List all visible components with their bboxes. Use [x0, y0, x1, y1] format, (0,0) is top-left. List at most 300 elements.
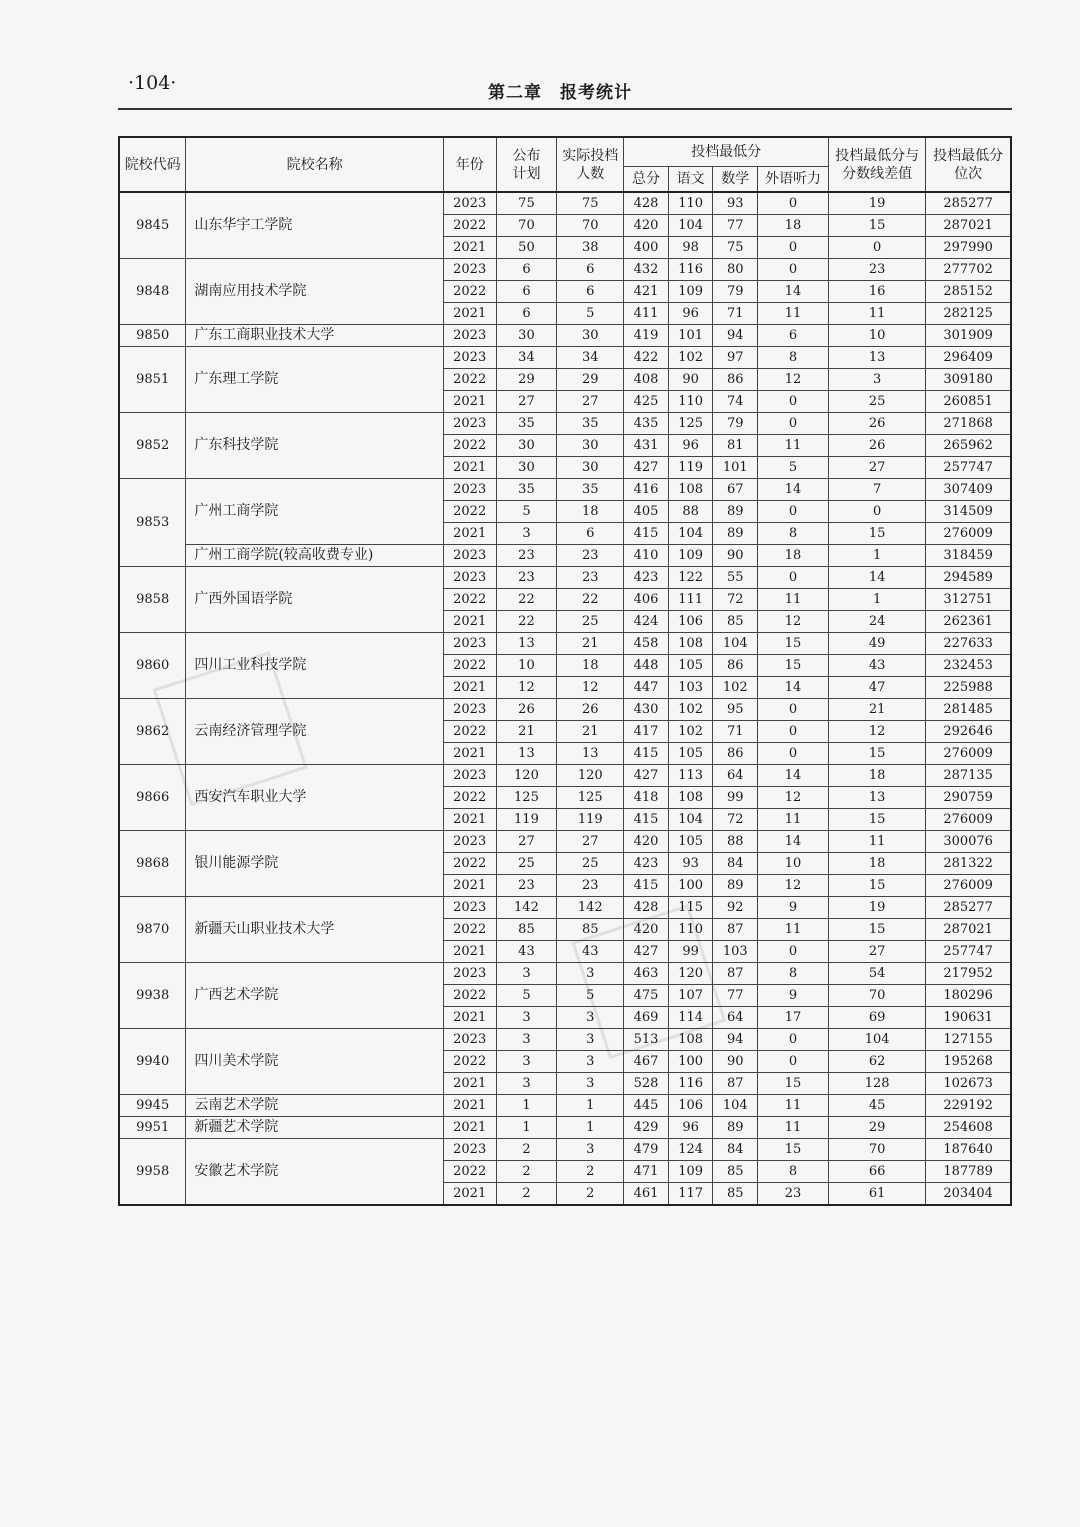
col-plan-header: 公布计划 — [496, 137, 557, 192]
col-name-header: 院校名称 — [186, 137, 443, 192]
cell-total: 424 — [624, 611, 669, 633]
cell-rank: 257747 — [926, 457, 1011, 479]
cell-year: 2021 — [443, 677, 496, 699]
cell-chinese: 125 — [668, 413, 713, 435]
table-row — [119, 347, 1011, 369]
cell-foreign: 0 — [758, 237, 829, 259]
cell-foreign: 15 — [758, 633, 829, 655]
cell-total: 471 — [624, 1161, 669, 1183]
cell-diff: 21 — [828, 699, 925, 721]
cell-total: 423 — [624, 853, 669, 875]
col-min-score-group-header: 投档最低分 — [624, 137, 829, 167]
school-name: 广东工商职业技术大学 — [186, 325, 443, 347]
cell-foreign: 0 — [758, 721, 829, 743]
cell-chinese: 96 — [668, 435, 713, 457]
cell-foreign: 0 — [758, 743, 829, 765]
cell-foreign: 0 — [758, 567, 829, 589]
cell-year: 2023 — [443, 963, 496, 985]
cell-total: 408 — [624, 369, 669, 391]
cell-admitted: 38 — [557, 237, 624, 259]
cell-rank: 285152 — [926, 281, 1011, 303]
school-name: 湖南应用技术学院 — [186, 259, 443, 325]
cell-plan: 13 — [496, 743, 557, 765]
cell-total: 423 — [624, 567, 669, 589]
cell-plan: 3 — [496, 523, 557, 545]
school-name: 四川工业科技学院 — [186, 633, 443, 699]
cell-year: 2022 — [443, 721, 496, 743]
cell-admitted: 18 — [557, 655, 624, 677]
cell-chinese: 106 — [668, 611, 713, 633]
school-name: 四川美术学院 — [186, 1029, 443, 1095]
cell-foreign: 0 — [758, 1051, 829, 1073]
cell-rank: 276009 — [926, 875, 1011, 897]
school-code: 9851 — [119, 347, 186, 413]
school-code: 9951 — [119, 1117, 186, 1139]
cell-year: 2022 — [443, 1051, 496, 1073]
col-total-header: 总分 — [624, 167, 669, 193]
cell-plan: 22 — [496, 611, 557, 633]
cell-admitted: 75 — [557, 192, 624, 215]
table-row — [119, 963, 1011, 985]
cell-year: 2023 — [443, 325, 496, 347]
cell-math: 79 — [713, 281, 758, 303]
cell-foreign: 18 — [758, 215, 829, 237]
cell-diff: 43 — [828, 655, 925, 677]
page-number: ·104· — [128, 72, 177, 94]
school-code: 9958 — [119, 1139, 186, 1206]
cell-diff: 11 — [828, 831, 925, 853]
cell-admitted: 35 — [557, 479, 624, 501]
school-name: 广东科技学院 — [186, 413, 443, 479]
cell-year: 2021 — [443, 457, 496, 479]
cell-total: 427 — [624, 941, 669, 963]
cell-plan: 30 — [496, 435, 557, 457]
cell-chinese: 109 — [668, 545, 713, 567]
cell-year: 2021 — [443, 1095, 496, 1117]
cell-rank: 195268 — [926, 1051, 1011, 1073]
header-rule — [118, 108, 1012, 110]
cell-rank: 296409 — [926, 347, 1011, 369]
cell-foreign: 11 — [758, 919, 829, 941]
cell-chinese: 88 — [668, 501, 713, 523]
cell-math: 97 — [713, 347, 758, 369]
cell-math: 92 — [713, 897, 758, 919]
cell-foreign: 11 — [758, 1095, 829, 1117]
cell-total: 420 — [624, 831, 669, 853]
cell-plan: 3 — [496, 1007, 557, 1029]
cell-foreign: 11 — [758, 1117, 829, 1139]
cell-chinese: 110 — [668, 192, 713, 215]
cell-plan: 13 — [496, 633, 557, 655]
cell-plan: 6 — [496, 281, 557, 303]
cell-plan: 43 — [496, 941, 557, 963]
cell-math: 86 — [713, 743, 758, 765]
school-code: 9860 — [119, 633, 186, 699]
cell-chinese: 111 — [668, 589, 713, 611]
cell-chinese: 108 — [668, 633, 713, 655]
cell-diff: 45 — [828, 1095, 925, 1117]
cell-rank: 262361 — [926, 611, 1011, 633]
cell-chinese: 124 — [668, 1139, 713, 1161]
cell-diff: 29 — [828, 1117, 925, 1139]
cell-diff: 12 — [828, 721, 925, 743]
school-code: 9870 — [119, 897, 186, 963]
cell-rank: 287021 — [926, 919, 1011, 941]
cell-year: 2022 — [443, 435, 496, 457]
cell-foreign: 0 — [758, 501, 829, 523]
cell-math: 102 — [713, 677, 758, 699]
cell-math: 90 — [713, 545, 758, 567]
col-diff-header: 投档最低分与分数线差值 — [828, 137, 925, 192]
cell-chinese: 115 — [668, 897, 713, 919]
cell-total: 425 — [624, 391, 669, 413]
cell-math: 55 — [713, 567, 758, 589]
cell-foreign: 9 — [758, 897, 829, 919]
cell-diff: 15 — [828, 809, 925, 831]
cell-rank: 229192 — [926, 1095, 1011, 1117]
cell-plan: 3 — [496, 1051, 557, 1073]
cell-chinese: 90 — [668, 369, 713, 391]
cell-admitted: 5 — [557, 303, 624, 325]
cell-admitted: 85 — [557, 919, 624, 941]
cell-admitted: 3 — [557, 1007, 624, 1029]
cell-diff: 70 — [828, 1139, 925, 1161]
cell-foreign: 5 — [758, 457, 829, 479]
cell-foreign: 14 — [758, 479, 829, 501]
cell-plan: 70 — [496, 215, 557, 237]
cell-year: 2021 — [443, 611, 496, 633]
cell-total: 422 — [624, 347, 669, 369]
cell-math: 89 — [713, 875, 758, 897]
cell-chinese: 117 — [668, 1183, 713, 1206]
table-row — [119, 325, 1011, 347]
cell-total: 475 — [624, 985, 669, 1007]
cell-foreign: 8 — [758, 347, 829, 369]
cell-total: 447 — [624, 677, 669, 699]
cell-total: 400 — [624, 237, 669, 259]
cell-admitted: 3 — [557, 963, 624, 985]
cell-admitted: 23 — [557, 567, 624, 589]
cell-admitted: 25 — [557, 853, 624, 875]
cell-rank: 285277 — [926, 192, 1011, 215]
admission-stats-table — [118, 136, 1012, 1206]
cell-foreign: 0 — [758, 192, 829, 215]
cell-admitted: 2 — [557, 1183, 624, 1206]
cell-rank: 312751 — [926, 589, 1011, 611]
table-row — [119, 479, 1011, 501]
cell-plan: 5 — [496, 501, 557, 523]
cell-total: 528 — [624, 1073, 669, 1095]
cell-total: 448 — [624, 655, 669, 677]
cell-math: 79 — [713, 413, 758, 435]
cell-math: 84 — [713, 853, 758, 875]
cell-total: 467 — [624, 1051, 669, 1073]
cell-rank: 254608 — [926, 1117, 1011, 1139]
cell-chinese: 102 — [668, 721, 713, 743]
cell-diff: 24 — [828, 611, 925, 633]
cell-math: 93 — [713, 192, 758, 215]
cell-year: 2021 — [443, 1007, 496, 1029]
cell-diff: 15 — [828, 875, 925, 897]
cell-foreign: 0 — [758, 699, 829, 721]
cell-rank: 187640 — [926, 1139, 1011, 1161]
cell-math: 71 — [713, 721, 758, 743]
school-name: 西安汽车职业大学 — [186, 765, 443, 831]
cell-chinese: 100 — [668, 1051, 713, 1073]
cell-year: 2023 — [443, 347, 496, 369]
cell-total: 405 — [624, 501, 669, 523]
cell-chinese: 108 — [668, 787, 713, 809]
school-name: 新疆天山职业技术大学 — [186, 897, 443, 963]
cell-total: 479 — [624, 1139, 669, 1161]
cell-year: 2023 — [443, 259, 496, 281]
cell-total: 415 — [624, 809, 669, 831]
cell-foreign: 18 — [758, 545, 829, 567]
cell-diff: 69 — [828, 1007, 925, 1029]
cell-year: 2023 — [443, 1139, 496, 1161]
cell-year: 2023 — [443, 765, 496, 787]
cell-year: 2022 — [443, 589, 496, 611]
cell-plan: 10 — [496, 655, 557, 677]
cell-plan: 5 — [496, 985, 557, 1007]
cell-diff: 54 — [828, 963, 925, 985]
cell-math: 75 — [713, 237, 758, 259]
cell-rank: 276009 — [926, 809, 1011, 831]
cell-chinese: 113 — [668, 765, 713, 787]
cell-year: 2022 — [443, 1161, 496, 1183]
cell-rank: 300076 — [926, 831, 1011, 853]
cell-rank: 257747 — [926, 941, 1011, 963]
cell-year: 2023 — [443, 479, 496, 501]
cell-rank: 190631 — [926, 1007, 1011, 1029]
cell-admitted: 70 — [557, 215, 624, 237]
cell-math: 74 — [713, 391, 758, 413]
cell-year: 2023 — [443, 413, 496, 435]
cell-plan: 2 — [496, 1161, 557, 1183]
cell-admitted: 22 — [557, 589, 624, 611]
cell-foreign: 0 — [758, 413, 829, 435]
cell-admitted: 30 — [557, 457, 624, 479]
table-row — [119, 897, 1011, 919]
cell-math: 104 — [713, 1095, 758, 1117]
cell-year: 2021 — [443, 941, 496, 963]
cell-plan: 6 — [496, 259, 557, 281]
cell-math: 87 — [713, 1073, 758, 1095]
cell-admitted: 142 — [557, 897, 624, 919]
cell-year: 2021 — [443, 875, 496, 897]
cell-chinese: 110 — [668, 919, 713, 941]
cell-diff: 1 — [828, 545, 925, 567]
cell-math: 77 — [713, 215, 758, 237]
cell-foreign: 12 — [758, 611, 829, 633]
school-code: 9940 — [119, 1029, 186, 1095]
cell-year: 2022 — [443, 281, 496, 303]
cell-foreign: 15 — [758, 1073, 829, 1095]
cell-rank: 180296 — [926, 985, 1011, 1007]
cell-diff: 19 — [828, 192, 925, 215]
cell-diff: 16 — [828, 281, 925, 303]
cell-plan: 23 — [496, 545, 557, 567]
cell-admitted: 120 — [557, 765, 624, 787]
cell-total: 427 — [624, 457, 669, 479]
cell-year: 2023 — [443, 633, 496, 655]
cell-plan: 142 — [496, 897, 557, 919]
cell-math: 87 — [713, 963, 758, 985]
cell-plan: 119 — [496, 809, 557, 831]
cell-plan: 3 — [496, 1029, 557, 1051]
cell-rank: 127155 — [926, 1029, 1011, 1051]
cell-chinese: 109 — [668, 281, 713, 303]
cell-math: 85 — [713, 1183, 758, 1206]
school-subname: 广州工商学院(较高收费专业) — [186, 545, 443, 567]
cell-year: 2021 — [443, 523, 496, 545]
school-name: 云南经济管理学院 — [186, 699, 443, 765]
cell-admitted: 30 — [557, 325, 624, 347]
cell-diff: 15 — [828, 215, 925, 237]
cell-admitted: 26 — [557, 699, 624, 721]
cell-chinese: 104 — [668, 523, 713, 545]
cell-total: 513 — [624, 1029, 669, 1051]
cell-chinese: 105 — [668, 831, 713, 853]
cell-rank: 217952 — [926, 963, 1011, 985]
cell-chinese: 104 — [668, 215, 713, 237]
table-row — [119, 259, 1011, 281]
chapter-title: 第二章 报考统计 — [488, 83, 632, 103]
cell-admitted: 6 — [557, 259, 624, 281]
cell-rank: 282125 — [926, 303, 1011, 325]
school-code: 9845 — [119, 192, 186, 259]
cell-year: 2021 — [443, 237, 496, 259]
cell-math: 99 — [713, 787, 758, 809]
cell-chinese: 103 — [668, 677, 713, 699]
cell-diff: 62 — [828, 1051, 925, 1073]
table-row — [119, 413, 1011, 435]
cell-total: 416 — [624, 479, 669, 501]
cell-plan: 125 — [496, 787, 557, 809]
cell-total: 429 — [624, 1117, 669, 1139]
table-row — [119, 1117, 1011, 1139]
cell-diff: 27 — [828, 941, 925, 963]
cell-year: 2022 — [443, 215, 496, 237]
cell-admitted: 1 — [557, 1117, 624, 1139]
cell-plan: 120 — [496, 765, 557, 787]
cell-diff: 0 — [828, 237, 925, 259]
cell-plan: 29 — [496, 369, 557, 391]
cell-chinese: 107 — [668, 985, 713, 1007]
cell-chinese: 100 — [668, 875, 713, 897]
cell-math: 88 — [713, 831, 758, 853]
cell-plan: 25 — [496, 853, 557, 875]
table-row — [119, 192, 1011, 215]
cell-foreign: 12 — [758, 875, 829, 897]
cell-chinese: 102 — [668, 699, 713, 721]
cell-chinese: 105 — [668, 655, 713, 677]
cell-plan: 3 — [496, 963, 557, 985]
cell-chinese: 120 — [668, 963, 713, 985]
cell-math: 90 — [713, 1051, 758, 1073]
cell-rank: 265962 — [926, 435, 1011, 457]
cell-diff: 13 — [828, 347, 925, 369]
cell-diff: 25 — [828, 391, 925, 413]
school-name: 山东华宇工学院 — [186, 192, 443, 259]
cell-year: 2022 — [443, 853, 496, 875]
cell-diff: 47 — [828, 677, 925, 699]
cell-admitted: 13 — [557, 743, 624, 765]
cell-math: 94 — [713, 325, 758, 347]
cell-rank: 287021 — [926, 215, 1011, 237]
cell-foreign: 0 — [758, 1029, 829, 1051]
cell-total: 469 — [624, 1007, 669, 1029]
cell-math: 64 — [713, 765, 758, 787]
cell-plan: 85 — [496, 919, 557, 941]
cell-rank: 318459 — [926, 545, 1011, 567]
cell-math: 86 — [713, 369, 758, 391]
cell-math: 94 — [713, 1029, 758, 1051]
school-name: 广东理工学院 — [186, 347, 443, 413]
cell-diff: 49 — [828, 633, 925, 655]
cell-plan: 35 — [496, 479, 557, 501]
cell-chinese: 116 — [668, 259, 713, 281]
cell-plan: 27 — [496, 831, 557, 853]
cell-rank: 301909 — [926, 325, 1011, 347]
cell-math: 85 — [713, 611, 758, 633]
cell-admitted: 43 — [557, 941, 624, 963]
cell-foreign: 12 — [758, 369, 829, 391]
cell-plan: 6 — [496, 303, 557, 325]
cell-foreign: 11 — [758, 809, 829, 831]
cell-year: 2023 — [443, 897, 496, 919]
school-name: 新疆艺术学院 — [186, 1117, 443, 1139]
cell-admitted: 21 — [557, 721, 624, 743]
cell-rank: 203404 — [926, 1183, 1011, 1206]
cell-chinese: 108 — [668, 479, 713, 501]
table-row — [119, 765, 1011, 787]
school-code: 9938 — [119, 963, 186, 1029]
cell-plan: 2 — [496, 1183, 557, 1206]
cell-admitted: 6 — [557, 523, 624, 545]
cell-plan: 21 — [496, 721, 557, 743]
cell-year: 2022 — [443, 787, 496, 809]
cell-diff: 11 — [828, 303, 925, 325]
cell-chinese: 96 — [668, 303, 713, 325]
cell-rank: 281322 — [926, 853, 1011, 875]
cell-total: 432 — [624, 259, 669, 281]
cell-rank: 276009 — [926, 523, 1011, 545]
cell-rank: 281485 — [926, 699, 1011, 721]
cell-rank: 277702 — [926, 259, 1011, 281]
school-name: 银川能源学院 — [186, 831, 443, 897]
cell-chinese: 98 — [668, 237, 713, 259]
cell-diff: 13 — [828, 787, 925, 809]
cell-diff: 7 — [828, 479, 925, 501]
cell-math: 103 — [713, 941, 758, 963]
school-name: 安徽艺术学院 — [186, 1139, 443, 1206]
cell-plan: 75 — [496, 192, 557, 215]
cell-year: 2023 — [443, 545, 496, 567]
cell-foreign: 8 — [758, 963, 829, 985]
cell-total: 461 — [624, 1183, 669, 1206]
cell-plan: 1 — [496, 1117, 557, 1139]
cell-total: 418 — [624, 787, 669, 809]
cell-diff: 15 — [828, 743, 925, 765]
cell-year: 2023 — [443, 1029, 496, 1051]
cell-diff: 26 — [828, 435, 925, 457]
cell-math: 71 — [713, 303, 758, 325]
school-name: 广西艺术学院 — [186, 963, 443, 1029]
cell-year: 2022 — [443, 501, 496, 523]
cell-rank: 271868 — [926, 413, 1011, 435]
cell-math: 104 — [713, 633, 758, 655]
